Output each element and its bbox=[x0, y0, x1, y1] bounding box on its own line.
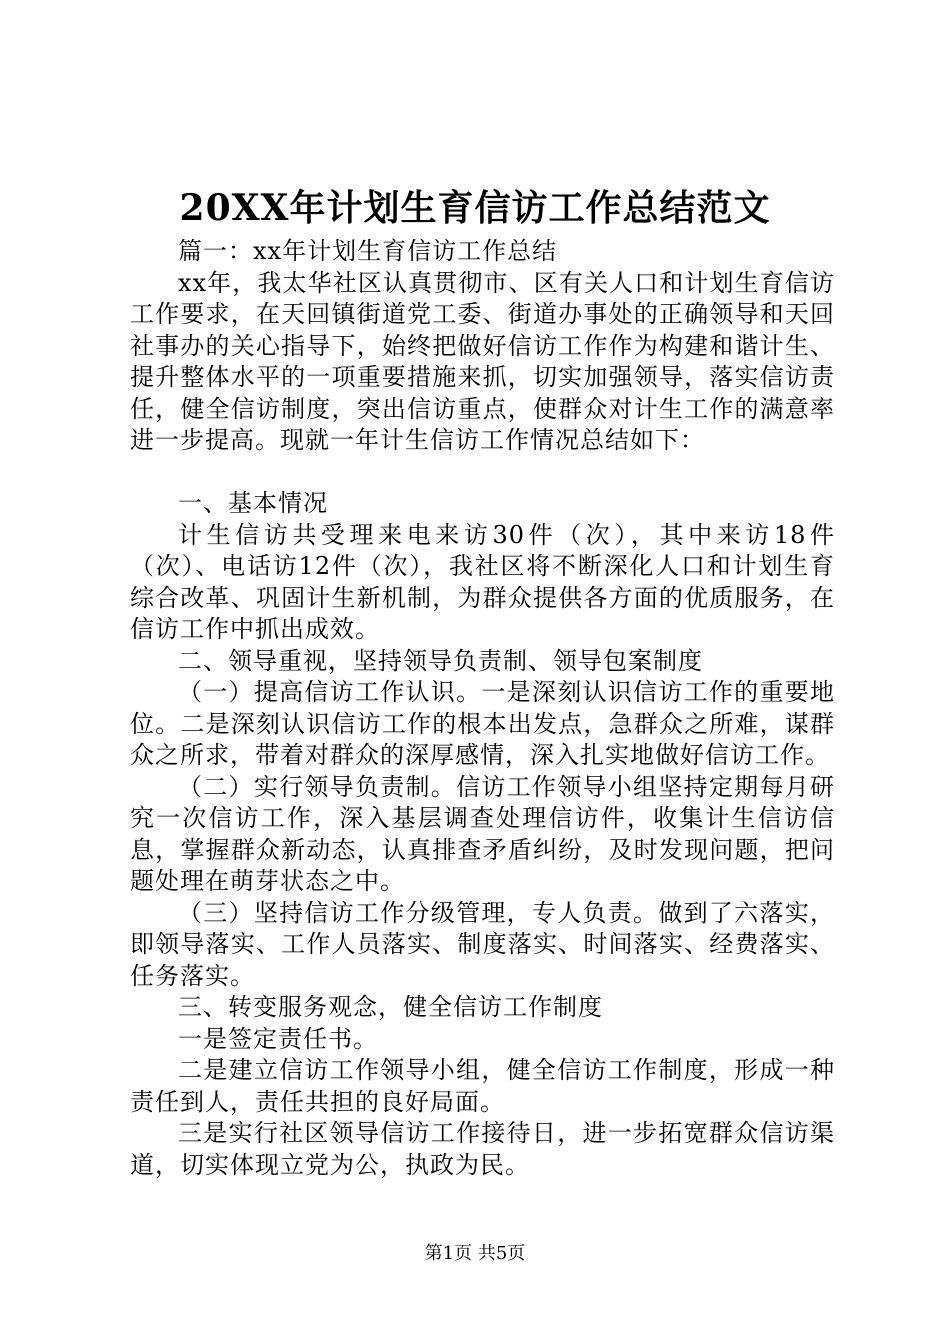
leadership-item-1: （一）提高信访工作认识。一是深刻认识信访工作的重要地位。二是深刻认识信访工作的根本出发点，急群众之所难，谋群众之所求，带着对群众的深厚感情，深入扎实地做好信访工作。 bbox=[130, 678, 835, 769]
service-item-2: 二是建立信访工作领导小组，健全信访工作制度，形成一种责任到人，责任共担的良好局面。 bbox=[130, 1056, 835, 1116]
leadership-item-2: （二）实行领导负责制。信访工作领导小组坚持定期每月研究一次信访工作，深入基层调查处理信访件，收集计生信访信息，掌握群众新动态，认真排查矛盾纠纷，及时发现问题，把问题处理在萌芽状态之中。 bbox=[130, 772, 835, 895]
section-heading-leadership: 二、领导重视，坚持领导负责制、领导包案制度 bbox=[178, 646, 703, 675]
document-body bbox=[130, 236, 835, 1181]
document-title: 20XX年计划生育信访工作总结范文 bbox=[179, 187, 771, 229]
page-indicator: 第1页 共5页 bbox=[424, 1243, 526, 1264]
basic-situation-paragraph: 计生信访共受理来电来访30件（次），其中来访18件（次）、电话访12件（次），我社区将不断深化人口和计划生育综合改革、巩固计生新机制，为群众提供各方面的优质服务，在信访工作中抓出成效。 bbox=[130, 520, 835, 643]
leadership-item-3: （三）坚持信访工作分级管理，专人负责。做到了六落实，即领导落实、工作人员落实、制度落实、时间落实、经费落实、任务落实。 bbox=[130, 898, 835, 990]
service-item-1: 一是签定责任书。 bbox=[178, 1024, 378, 1053]
section-subtitle: 篇一：xx年计划生育信访工作总结 bbox=[178, 237, 558, 265]
service-item-3: 三是实行社区领导信访工作接待日，进一步拓宽群众信访渠道，切实体现立党为公，执政为民。 bbox=[130, 1119, 835, 1179]
intro-paragraph: xx年，我太华社区认真贯彻市、区有关人口和计划生育信访工作要求，在天回镇街道党工委、街道办事处的正确领导和天回社事办的关心指导下，始终把做好信访工作作为构建和谐计生、提升整体水平的一项重要措施来抓，切实加强领导，落实信访责任，健全信访制度，突出信访重点，使群众对计生工作的满意率进一步提高。现就一年计生信访工作情况总结如下： bbox=[130, 268, 835, 454]
section-heading-service: 三、转变服务观念，健全信访工作制度 bbox=[178, 993, 603, 1021]
section-heading-basic-situation: 一、基本情况 bbox=[178, 489, 328, 517]
